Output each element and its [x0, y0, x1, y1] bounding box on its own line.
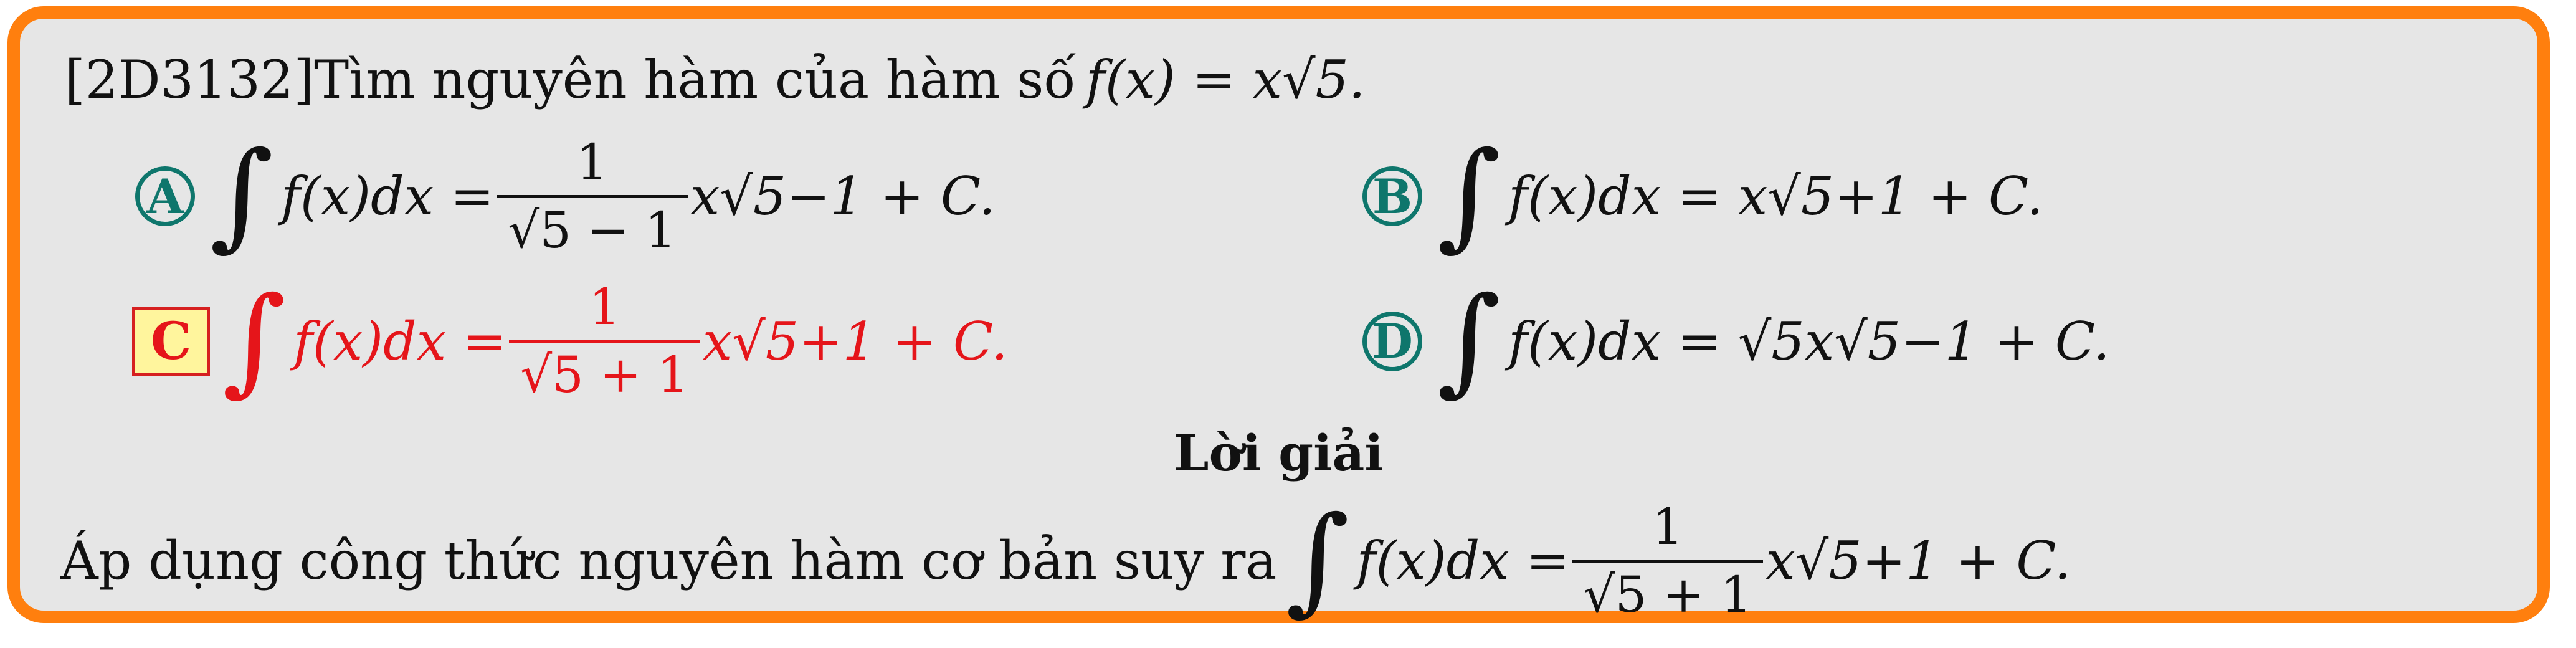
- option-c-label[interactable]: C: [132, 307, 210, 376]
- solution-fraction: [1572, 497, 1764, 624]
- question-id: [2D3132]: [65, 49, 315, 110]
- solution-rhs: x√5+1 + C.: [1766, 530, 2071, 591]
- solution-fraction-numerator: 1: [1652, 497, 1684, 556]
- question-card: [7, 6, 2550, 627]
- option-d-label[interactable]: D: [1362, 312, 1422, 371]
- integral-sign-icon: ∫: [222, 271, 287, 408]
- solution-title: Lời giải: [1174, 424, 1384, 482]
- question-line: [65, 34, 1366, 125]
- option-c-correct[interactable]: [132, 271, 1008, 411]
- option-b[interactable]: [1362, 128, 2043, 265]
- option-b-label[interactable]: B: [1362, 166, 1422, 226]
- integral-sign-icon: ∫: [209, 126, 274, 263]
- option-a[interactable]: [135, 128, 996, 265]
- option-c-fraction: [509, 278, 700, 404]
- integral-sign-icon: ∫: [1437, 126, 1501, 263]
- question-text: Tìm nguyên hàm của hàm số: [314, 49, 1076, 110]
- option-a-label[interactable]: A: [135, 166, 195, 226]
- option-b-expression: f(x)dx = x√5+1 + C.: [1508, 166, 2043, 227]
- option-a-fraction-numerator: 1: [576, 133, 608, 191]
- option-d[interactable]: [1362, 271, 2110, 411]
- option-c-fraction-denominator: √5 + 1: [509, 340, 700, 400]
- option-a-fraction-denominator: √5 − 1: [497, 195, 688, 255]
- option-c-fraction-numerator: 1: [589, 278, 620, 336]
- option-a-lhs: f(x)dx =: [280, 166, 495, 227]
- option-a-fraction: [497, 133, 688, 259]
- option-c-rhs: x√5+1 + C.: [702, 310, 1008, 372]
- function-formula: f(x) = x√5.: [1085, 49, 1366, 110]
- solution-lhs: f(x)dx =: [1356, 530, 1570, 591]
- integral-sign-icon: ∫: [1285, 491, 1349, 627]
- option-c-lhs: f(x)dx =: [293, 310, 507, 372]
- integral-sign-icon: ∫: [1437, 271, 1501, 408]
- solution-line: [60, 486, 2071, 636]
- option-a-rhs: x√5−1 + C.: [690, 166, 996, 227]
- option-d-expression: f(x)dx = √5x√5−1 + C.: [1508, 310, 2110, 372]
- solution-fraction-denominator: √5 + 1: [1572, 560, 1764, 620]
- solution-text: Áp dụng công thức nguyên hàm cơ bản suy ra: [60, 530, 1277, 591]
